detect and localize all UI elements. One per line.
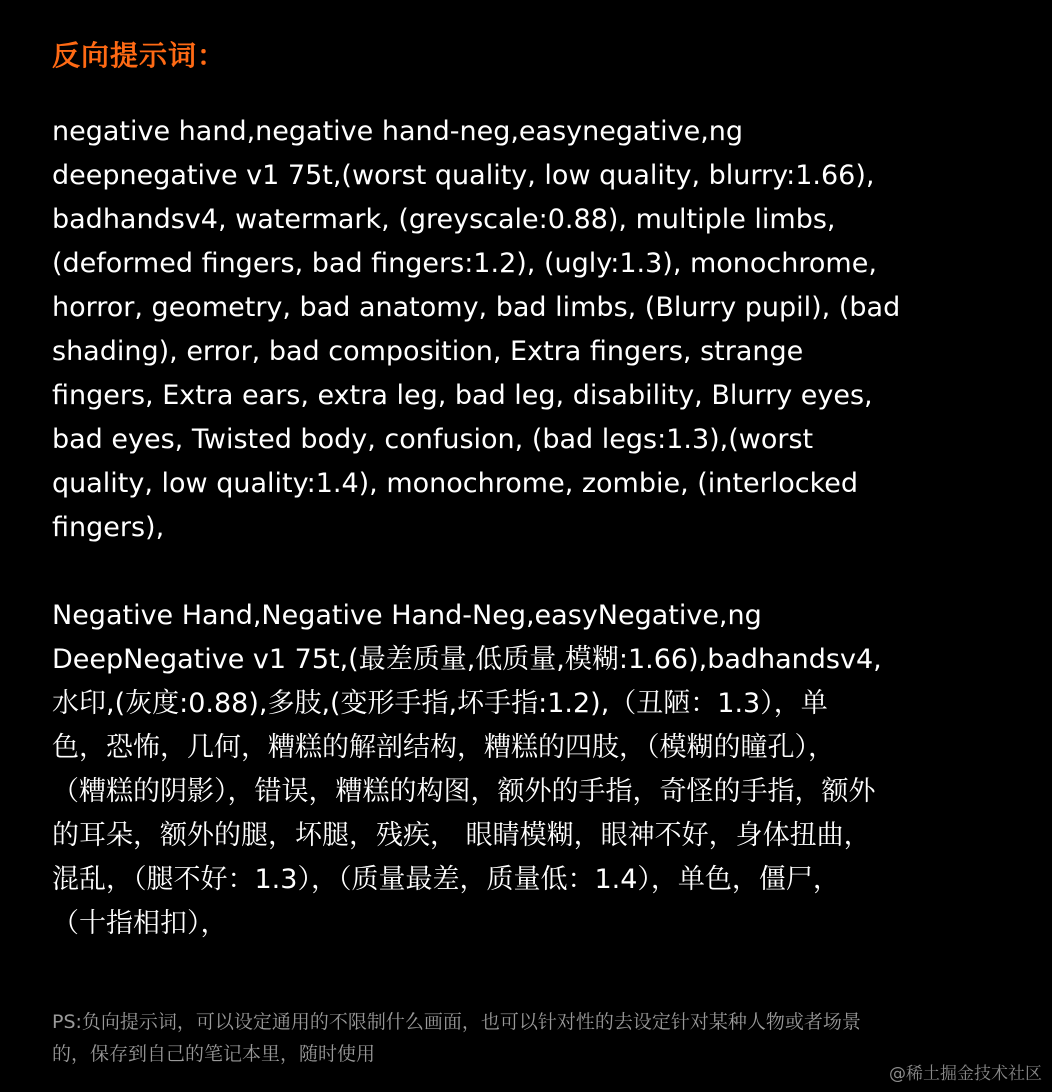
ps-note	[52, 1006, 1012, 1070]
prompt-line: 色，恐怖，几何，糟糕的解剖结构，糟糕的四肢，（模糊的瞳孔），	[52, 732, 835, 763]
prompt-line: 的耳朵，额外的腿，坏腿，残疾， 眼睛模糊，眼神不好，身体扭曲，	[52, 820, 871, 851]
document-content	[52, 36, 1012, 946]
chinese-negative-prompt	[52, 594, 1012, 946]
prompt-line: horror, geometry, bad anatomy, bad limbs, (Blurry pupil), (bad	[52, 292, 901, 323]
prompt-line: （十指相扣），	[52, 908, 228, 939]
prompt-line: 混乱，（腿不好：1.3），（质量最差，质量低：1.4），单色，僵尸，	[52, 864, 840, 895]
prompt-line: badhandsv4, watermark, (greyscale:0.88), multiple limbs,	[52, 204, 836, 235]
prompt-line: (deformed fingers, bad fingers:1.2), (ugly:1.3), monochrome,	[52, 248, 877, 279]
prompt-line: fingers),	[52, 512, 165, 543]
prompt-line: Negative Hand,Negative Hand-Neg,easyNegative,ng	[52, 600, 762, 631]
prompt-line: （糟糕的阴影），错误，糟糕的构图，额外的手指，奇怪的手指，额外	[52, 776, 876, 807]
site-watermark: @稀土掘金技术社区	[889, 1064, 1042, 1084]
prompt-line: shading), error, bad composition, Extra fingers, strange	[52, 336, 804, 367]
english-negative-prompt	[52, 110, 1012, 550]
prompt-line: bad eyes, Twisted body, confusion, (bad legs:1.3),(worst	[52, 424, 814, 455]
prompt-line: deepnegative v1 75t,(worst quality, low quality, blurry:1.66),	[52, 160, 875, 191]
prompt-line: negative hand,negative hand-neg,easynegative,ng	[52, 116, 744, 147]
note-line: PS:负向提示词，可以设定通用的不限制什么画面，也可以针对性的去设定针对某种人物或者场景	[52, 1011, 861, 1033]
prompt-line: 水印,(灰度:0.88),多肢,(变形手指,坏手指:1.2),（丑陋：1.3），单	[52, 688, 828, 719]
section-heading: 反向提示词：	[52, 39, 227, 72]
note-line: 的，保存到自己的笔记本里，随时使用	[52, 1043, 376, 1065]
prompt-line: quality, low quality:1.4), monochrome, zombie, (interlocked	[52, 468, 859, 499]
prompt-line: DeepNegative v1 75t,(最差质量,低质量,模糊:1.66),badhandsv4,	[52, 644, 882, 675]
paragraph-spacer	[52, 550, 1012, 594]
prompt-line: fingers, Extra ears, extra leg, bad leg, disability, Blurry eyes,	[52, 380, 873, 411]
